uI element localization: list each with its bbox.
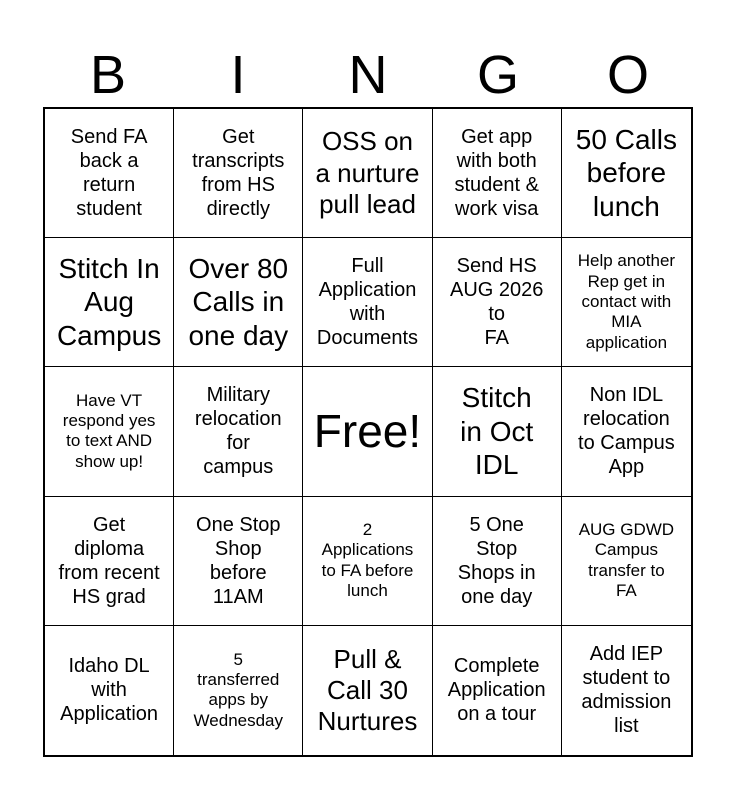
bingo-cell[interactable]: Get transcripts from HS directly [174, 109, 303, 238]
bingo-cell[interactable]: Idaho DL with Application [45, 626, 174, 755]
bingo-cell[interactable]: 50 Calls before lunch [562, 109, 691, 238]
header-letter-o: O [606, 45, 649, 105]
bingo-cell[interactable]: Stitch in Oct IDL [433, 367, 562, 496]
bingo-cell[interactable]: Help another Rep get in contact with MIA application [562, 238, 691, 367]
bingo-cell[interactable]: Non IDL relocation to Campus App [562, 367, 691, 496]
free-space-cell[interactable]: Free! [303, 367, 432, 496]
bingo-cell[interactable]: Send FA back a return student [45, 109, 174, 238]
bingo-cell[interactable]: AUG GDWD Campus transfer to FA [562, 497, 691, 626]
bingo-cell[interactable]: Have VT respond yes to text AND show up! [45, 367, 174, 496]
header-letter-i: I [230, 45, 246, 105]
bingo-cell[interactable]: Get app with both student & work visa [433, 109, 562, 238]
header-letter-b: B [89, 45, 127, 105]
header-letter-n: N [348, 45, 388, 105]
bingo-cell[interactable]: Add IEP student to admission list [581, 643, 672, 738]
bingo-cell[interactable]: Over 80 Calls in one day [174, 238, 303, 367]
bingo-cell[interactable]: 5 transferred apps by Wednesday [174, 626, 303, 755]
bingo-cell[interactable]: Get diploma from recent HS grad [45, 497, 174, 626]
bingo-cell[interactable]: OSS on a nurture pull lead [303, 109, 432, 238]
bingo-cell[interactable]: Pull & Call 30 Nurtures [303, 626, 432, 755]
bingo-cell[interactable]: 2 Applications to FA before lunch [303, 497, 432, 626]
bingo-cell[interactable]: Military relocation for campus [174, 367, 303, 496]
bingo-cell[interactable]: Complete Application on a tour [433, 626, 562, 755]
bingo-cell[interactable]: 5 One Stop Shops in one day [433, 497, 562, 626]
bingo-board [43, 107, 693, 757]
bingo-header [43, 44, 693, 106]
bingo-cell[interactable]: One Stop Shop before 11AM [174, 497, 303, 626]
bingo-cell[interactable]: Full Application with Documents [303, 238, 432, 367]
bingo-cell[interactable]: Stitch In Aug Campus [45, 238, 174, 367]
header-letter-g: G [476, 45, 519, 105]
bingo-cell[interactable]: Send HS AUG 2026 to FA [433, 238, 562, 367]
